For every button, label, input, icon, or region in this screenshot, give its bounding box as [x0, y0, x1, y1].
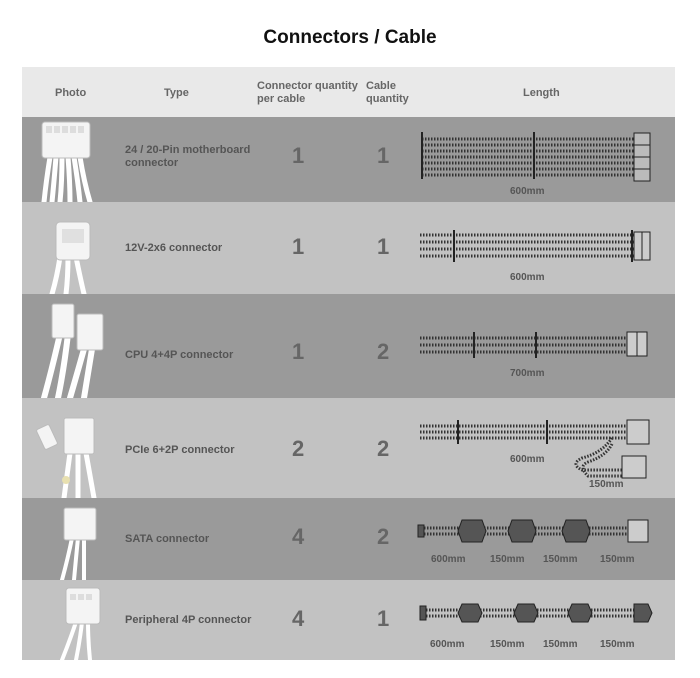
header-type: Type [164, 87, 189, 99]
header-cable-qty [366, 80, 409, 106]
cable-qty: 1 [377, 143, 390, 168]
cable-qty: 2 [377, 524, 390, 549]
cable-diagram [22, 498, 675, 580]
header-photo: Photo [55, 87, 87, 99]
cable-diagram [22, 117, 675, 202]
length-label: 700mm [510, 368, 545, 379]
length-label: 600mm [510, 186, 545, 197]
header-connector-qty-line1: Connector quantity [257, 80, 358, 92]
connector-qty: 4 [292, 606, 305, 631]
length-label: 600mm [510, 272, 545, 283]
table-header [22, 67, 675, 117]
page-title: Connectors / Cable [263, 27, 437, 48]
connector-qty: 1 [292, 339, 305, 364]
connector-qty: 1 [292, 143, 305, 168]
table-row [22, 202, 675, 294]
table-row [22, 294, 675, 398]
connector-qty: 1 [292, 234, 305, 259]
cable-qty: 2 [377, 339, 390, 364]
length-label: 150mm [490, 639, 525, 650]
cable-diagram [22, 202, 675, 294]
table-row [22, 498, 675, 580]
table-row [22, 117, 675, 202]
row-type-line2: connector [125, 157, 179, 169]
row-type-line1: 12V-2x6 connector [125, 242, 223, 254]
connectors-table [22, 67, 675, 660]
length-label: 150mm [543, 554, 578, 565]
table-row [22, 398, 675, 498]
header-connector-qty [257, 80, 358, 106]
cable-diagram [22, 294, 675, 398]
header-cable-qty-line2: quantity [366, 93, 409, 105]
header-connector-qty-line2: per cable [257, 93, 306, 105]
row-type-line1: PCIe 6+2P connector [125, 444, 235, 456]
header-cable-qty-line1: Cable [366, 80, 396, 92]
length-label: 600mm [430, 639, 465, 650]
row-type-line1: Peripheral 4P connector [125, 614, 252, 626]
connector-qty: 4 [292, 524, 305, 549]
length-label: 150mm [543, 639, 578, 650]
length-label: 150mm [490, 554, 525, 565]
row-type-line1: SATA connector [125, 533, 210, 545]
connector-qty: 2 [292, 436, 305, 461]
table-row [22, 580, 675, 660]
length-label: 150mm [600, 554, 635, 565]
length-label: 600mm [510, 454, 545, 465]
cable-qty: 1 [377, 234, 390, 259]
cable-qty: 1 [377, 606, 390, 631]
cable-diagram [22, 398, 675, 498]
cable-qty: 2 [377, 436, 390, 461]
row-type-line1: CPU 4+4P connector [125, 349, 234, 361]
row-type-line1: 24 / 20-Pin motherboard [125, 144, 251, 156]
length-label: 600mm [431, 554, 466, 565]
length-label: 150mm [600, 639, 635, 650]
length-label: 150mm [589, 479, 624, 490]
header-length: Length [523, 87, 560, 99]
